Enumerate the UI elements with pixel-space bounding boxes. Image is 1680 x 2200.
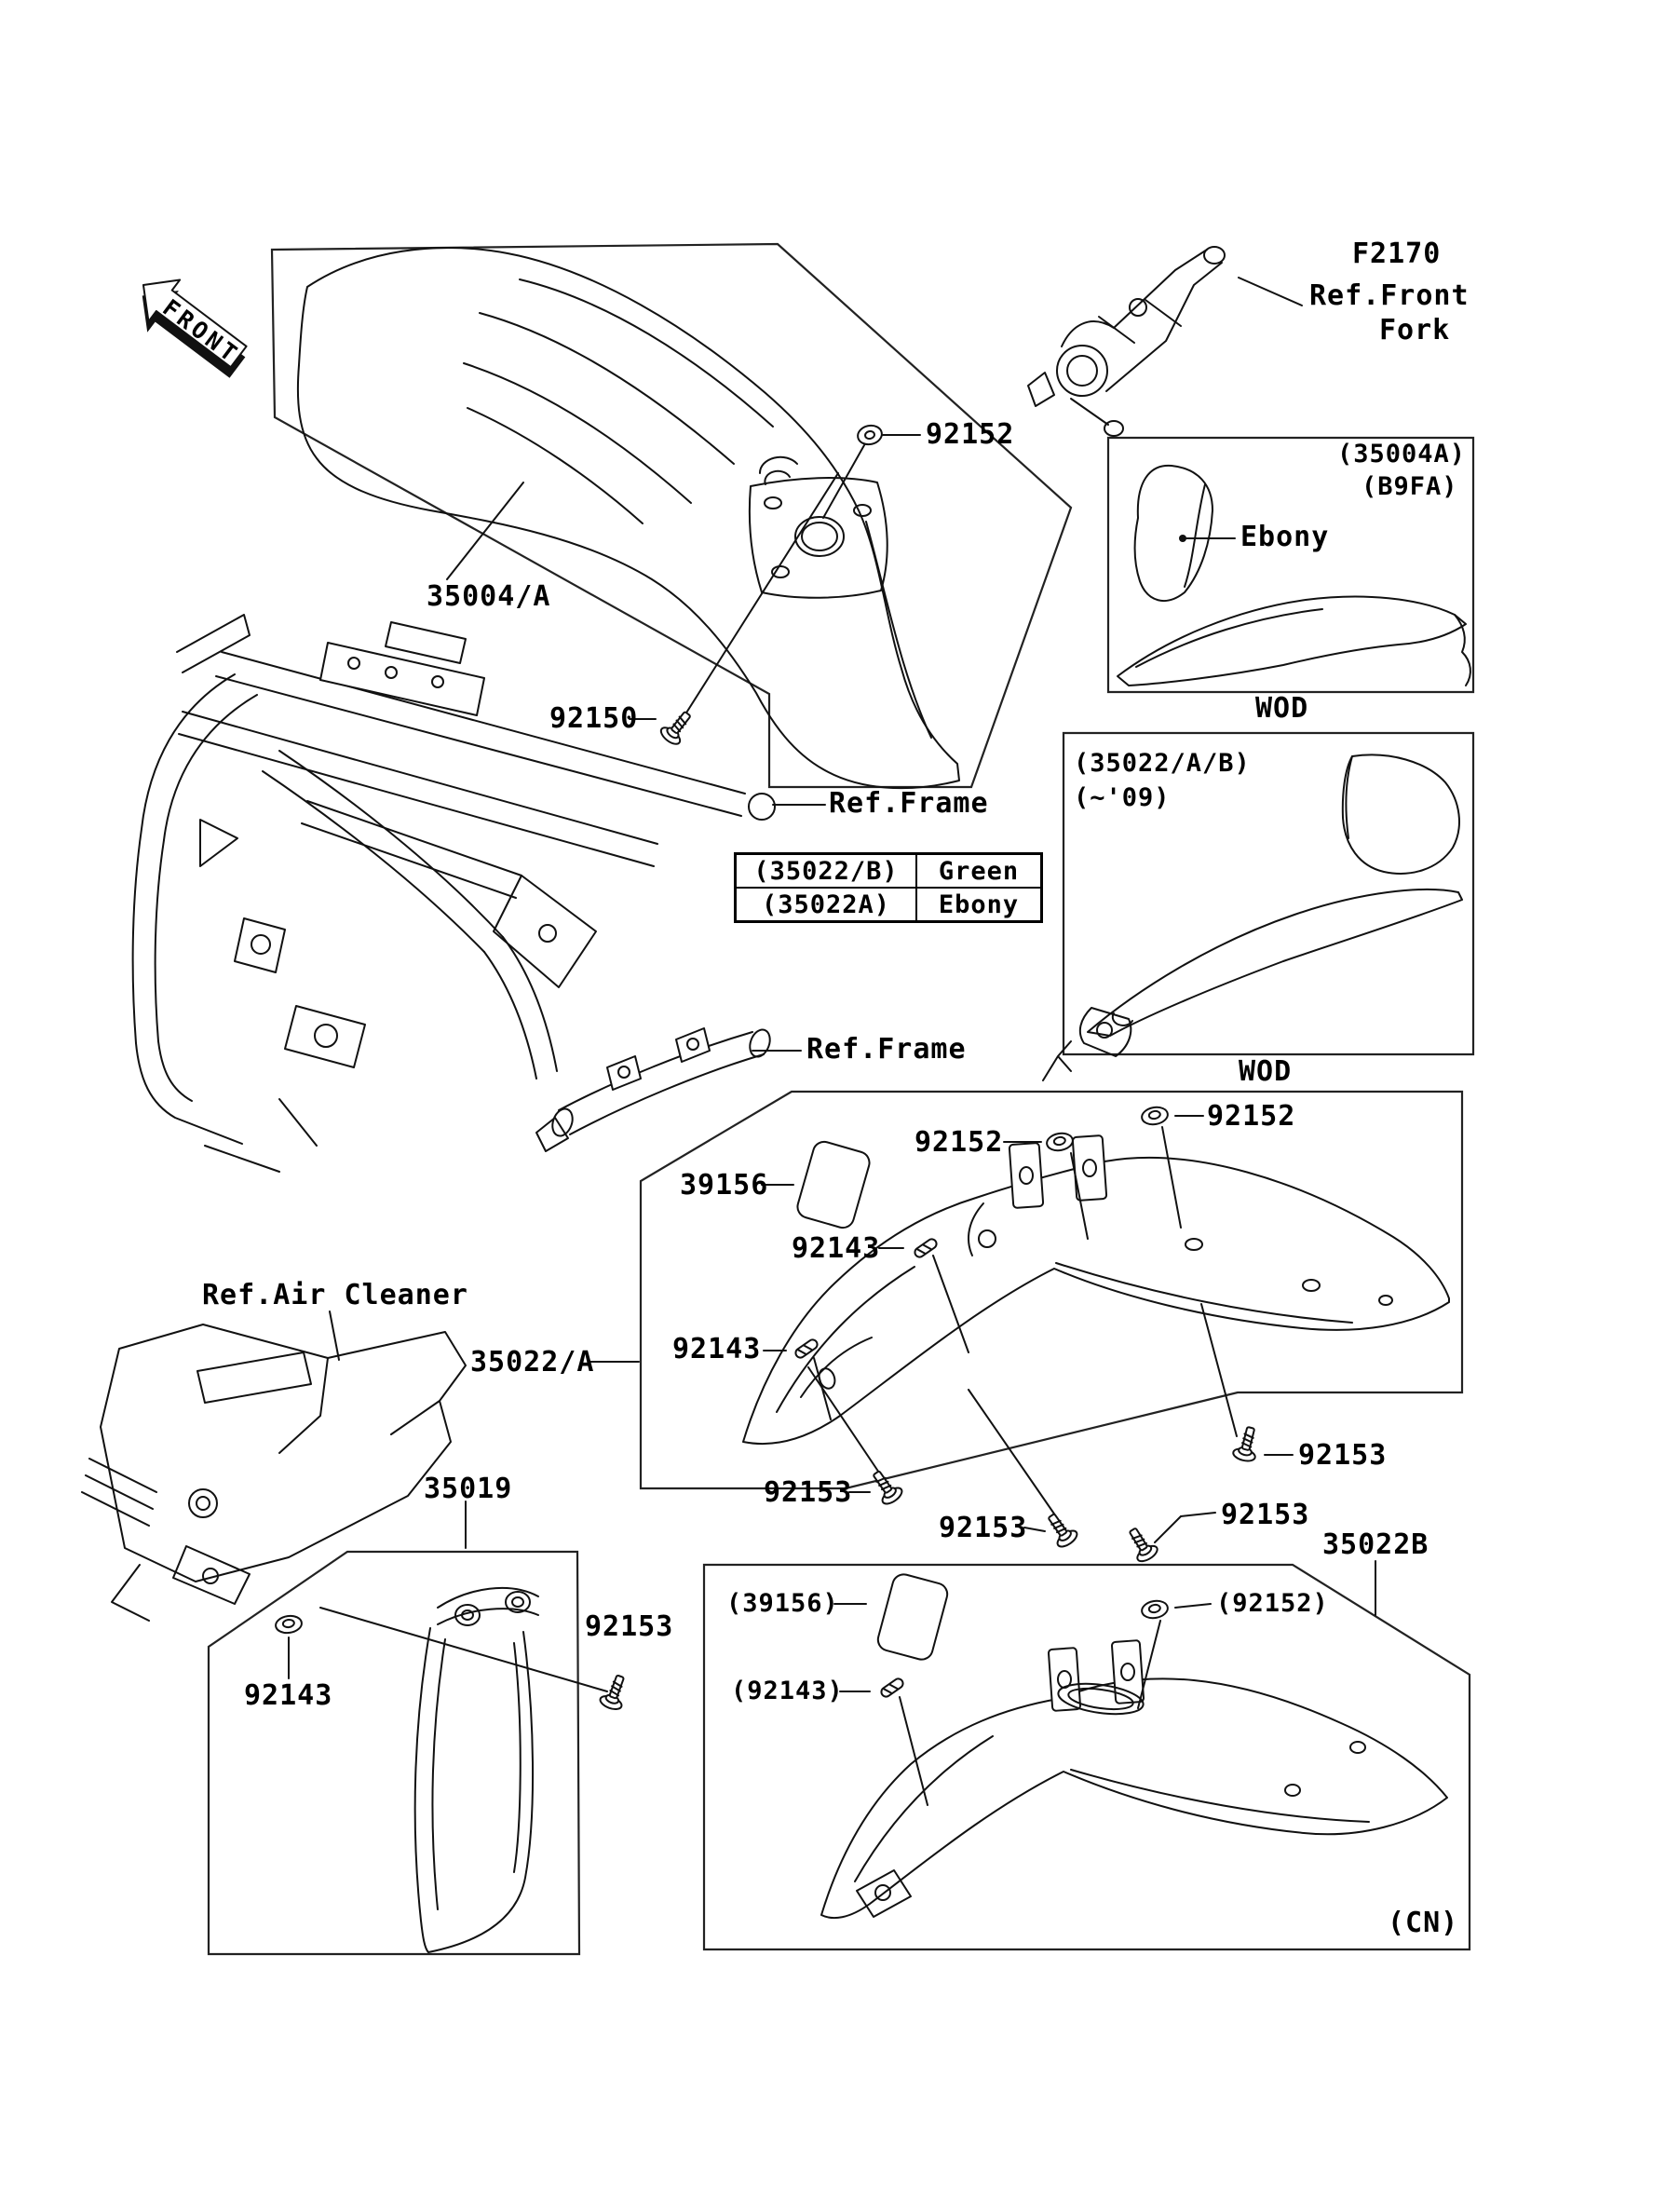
part-35022a: 35022/A bbox=[470, 1346, 595, 1378]
rear-fender-color-box bbox=[1064, 733, 1473, 1054]
color-table-color-2: Ebony bbox=[916, 888, 1041, 921]
part-92152-top: 92152 bbox=[926, 418, 1015, 451]
grommet-92143-e-icon bbox=[275, 1614, 303, 1635]
pad-39156-paren-icon bbox=[875, 1572, 950, 1663]
color-ebony: Ebony bbox=[1240, 521, 1330, 553]
cn-fender-box bbox=[704, 1565, 1470, 1949]
part-92153-e: 92153 bbox=[585, 1610, 674, 1643]
part-35019: 35019 bbox=[424, 1473, 513, 1505]
damper-92143-paren-icon bbox=[879, 1677, 904, 1698]
grommet-92152-paren-icon bbox=[1141, 1599, 1170, 1621]
mud-flap-box bbox=[209, 1552, 579, 1954]
damper-92143-1-icon bbox=[913, 1237, 938, 1258]
part-92152-paren: (92152) bbox=[1216, 1589, 1329, 1618]
part-92152-right: 92152 bbox=[1207, 1100, 1296, 1133]
part-92143-paren: (92143) bbox=[731, 1677, 844, 1705]
air-cleaner-drawing bbox=[82, 1311, 466, 1621]
pad-39156-icon bbox=[795, 1139, 873, 1230]
part-92153-c: 92153 bbox=[764, 1476, 853, 1509]
code-35022ab: (35022/A/B) bbox=[1074, 749, 1251, 778]
mud-flap-drawing bbox=[415, 1588, 538, 1952]
front-fender-box bbox=[272, 244, 1071, 787]
ref-front-fork-1: Ref.Front bbox=[1309, 279, 1470, 312]
part-35004a: 35004/A bbox=[427, 580, 551, 613]
bolt-92153-c-icon bbox=[867, 1467, 904, 1507]
part-92143-2: 92143 bbox=[672, 1333, 762, 1365]
part-35022b: 35022B bbox=[1322, 1528, 1429, 1561]
front-arrow-icon bbox=[122, 265, 259, 388]
frame-drawing bbox=[133, 615, 775, 1172]
ref-air-cleaner: Ref.Air Cleaner bbox=[202, 1279, 468, 1311]
front-fork-drawing bbox=[1028, 247, 1302, 436]
damper-92143-2-icon bbox=[793, 1338, 819, 1359]
part-92143-1: 92143 bbox=[792, 1232, 881, 1265]
color-table-code-1: (35022/B) bbox=[736, 854, 916, 888]
ref-frame-1: Ref.Frame bbox=[829, 787, 989, 820]
ref-front-fork-2: Fork bbox=[1379, 314, 1451, 346]
bolt-92150-icon bbox=[658, 707, 697, 747]
front-arrow-label: FRONT bbox=[157, 293, 245, 370]
wod-1: WOD bbox=[1255, 692, 1309, 725]
bolt-92153-b-icon bbox=[1123, 1524, 1159, 1564]
color-table-color-1: Green bbox=[916, 854, 1041, 888]
grommet-92152-mid-icon bbox=[1046, 1132, 1075, 1153]
part-39156: 39156 bbox=[680, 1169, 769, 1202]
cn-fender-drawing bbox=[821, 1640, 1447, 1918]
part-92153-a: 92153 bbox=[1298, 1439, 1388, 1472]
grommet-92152-right-icon bbox=[1141, 1106, 1170, 1127]
rear-fender-box bbox=[641, 1092, 1462, 1488]
color-table bbox=[734, 852, 1043, 923]
part-92153-b: 92153 bbox=[1221, 1499, 1310, 1531]
part-39156-paren: (39156) bbox=[726, 1589, 839, 1618]
wod-2: WOD bbox=[1239, 1055, 1293, 1088]
ref-frame-2: Ref.Frame bbox=[806, 1033, 967, 1066]
code-35004a: (35004A) bbox=[1337, 440, 1467, 469]
washer-92152-top-icon bbox=[856, 424, 884, 447]
code-year-09: (~'09) bbox=[1074, 783, 1171, 812]
color-table-code-2: (35022A) bbox=[736, 888, 916, 921]
figure-code: F2170 bbox=[1352, 238, 1442, 270]
code-b9fa: (B9FA) bbox=[1362, 472, 1458, 501]
part-92153-d: 92153 bbox=[939, 1512, 1028, 1544]
region-cn: (CN) bbox=[1388, 1907, 1459, 1939]
bolt-92153-a-icon bbox=[1232, 1425, 1262, 1463]
part-92150: 92150 bbox=[549, 702, 639, 735]
bolt-92153-e-icon bbox=[599, 1673, 631, 1712]
part-92143-e: 92143 bbox=[244, 1679, 333, 1712]
part-92152-mid: 92152 bbox=[915, 1126, 1004, 1159]
bolt-92153-d-icon bbox=[1042, 1510, 1079, 1550]
